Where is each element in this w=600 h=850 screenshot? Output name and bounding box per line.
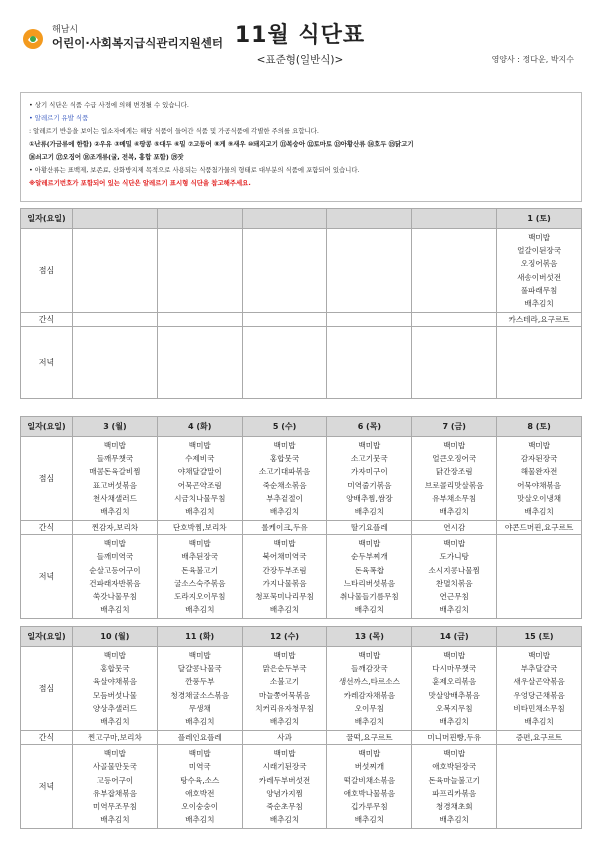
- menu-item: 백미밥: [443, 749, 466, 759]
- logo-city: 해남시: [52, 25, 79, 35]
- week-1-lunch-row: [21, 229, 582, 313]
- menu-item: 얼갈이된장국: [517, 246, 562, 256]
- snack-cell: 꿀떡,요구르트: [327, 731, 412, 745]
- menu-item: 취나물들기름무침: [340, 592, 399, 602]
- week-1-snack-row: [21, 313, 582, 327]
- meal-cell: [242, 437, 327, 521]
- menu-item: 시금치나물무침: [174, 493, 226, 503]
- menu-item: 양배추찜,쌈장: [346, 493, 393, 503]
- menu-item: 백미밥: [188, 651, 211, 660]
- menu-item: 애호박전: [185, 788, 215, 798]
- menu-item: 들깨미역국: [96, 552, 134, 562]
- menu-item: 백미밥: [273, 749, 296, 759]
- logo-name: 어린이·사회복지급식관리지원센터: [52, 36, 224, 50]
- day-cell: 7 (금): [412, 417, 497, 437]
- menu-item: 수제비국: [185, 454, 215, 464]
- day-cell: 8 (토): [497, 417, 582, 437]
- meal-cell: [412, 327, 497, 399]
- page-subtitle: <표준형(일반식)>: [256, 54, 344, 66]
- menu-item: 도가니탕: [439, 552, 469, 562]
- menu-item: 굴소스숙주볶음: [174, 578, 226, 588]
- menu-item: 천사채샐러드: [92, 493, 137, 503]
- snack-cell: 증편,요구르트: [497, 731, 582, 745]
- meal-cell: [497, 745, 582, 829]
- meal-cell: [157, 535, 242, 619]
- day-cell: 12 (수): [242, 627, 327, 647]
- menu-item: 배추김치: [439, 605, 469, 615]
- day-cell: 14 (금): [412, 627, 497, 647]
- menu-item: 백미밥: [443, 539, 466, 549]
- week-2-dinner-row: [21, 535, 582, 619]
- menu-item: 배추김치: [100, 507, 130, 517]
- menu-item: 오이숭숭이: [181, 802, 219, 812]
- menu-item: 백미밥: [273, 441, 296, 450]
- menu-item: 미역줄기볶음: [347, 480, 392, 490]
- menu-item: 찬멸치볶음: [435, 578, 473, 588]
- menu-item: 청경채굴소스볶음: [170, 690, 230, 700]
- day-cell: 10 (월): [73, 627, 158, 647]
- meal-cell: [327, 229, 412, 313]
- day-cell: [412, 209, 497, 229]
- menu-item: 배추김치: [354, 605, 385, 615]
- menu-item: 깁가루무침: [351, 802, 388, 812]
- notice-line-5: ※알레르기번호가 포함되어 있는 식단은 알레르기 표시형 식단을 참고해주세요.: [29, 179, 251, 187]
- menu-item: 감자된장국: [520, 454, 558, 464]
- meal-label-snack: 간식: [21, 521, 73, 535]
- day-header-label: 일자(요일): [21, 209, 73, 229]
- menu-item: 홍합뭇국: [100, 664, 130, 674]
- menu-item: 브로콜리맛살볶음: [424, 480, 484, 490]
- menu-item: 죽순초무침: [266, 802, 303, 812]
- menu-item: 백미밥: [443, 651, 466, 660]
- menu-item: 순두부찌개: [351, 552, 388, 562]
- menu-item: 훈제오리볶음: [432, 677, 477, 687]
- meal-cell: [73, 437, 158, 521]
- meal-cell: [327, 745, 412, 829]
- meal-label-lunch: 점심: [21, 647, 73, 731]
- menu-item: 배추김치: [269, 815, 300, 825]
- meal-cell: [327, 327, 412, 399]
- menu-item: 모듬버섯나물: [92, 690, 137, 700]
- meal-cell: [73, 647, 158, 731]
- meal-label-lunch: 점심: [21, 229, 73, 313]
- snack-cell: 야콘드머핀,요구르트: [497, 521, 582, 535]
- menu-item: 비타민채소무침: [513, 703, 565, 713]
- menu-item: 미역무조무침: [92, 802, 137, 812]
- menu-item: 소고기대파볶음: [258, 467, 311, 477]
- menu-item: 북어채미역국: [262, 552, 307, 562]
- meal-cell: [242, 327, 327, 399]
- menu-item: 마늘쫑어묵볶음: [258, 690, 311, 700]
- day-header-label: 일자(요일): [21, 417, 73, 437]
- menu-item: 돈육불고기: [181, 565, 219, 575]
- menu-item: 백미밥: [443, 441, 466, 450]
- menu-item: 유부채소무침: [432, 493, 477, 503]
- menu-item: 파프리카볶음: [432, 788, 477, 798]
- meal-cell: [497, 647, 582, 731]
- week-1-dinner-row: [21, 327, 582, 399]
- day-cell: [327, 209, 412, 229]
- day-cell: 3 (월): [73, 417, 158, 437]
- menu-item: 간장두부조림: [262, 565, 307, 575]
- menu-item: 해물완자전: [520, 467, 558, 477]
- menu-item: 백미밥: [358, 441, 381, 450]
- notice-line-3: : 알레르기 반응을 보이는 입소자에게는 해당 식품이 들어간 식품 및 가공식품에 각별한 주의를 요합니다.: [29, 127, 319, 135]
- menu-item: 느타리버섯볶음: [343, 578, 396, 588]
- snack-cell: 카스테라,요구르트: [497, 313, 582, 327]
- menu-item: 백미밥: [358, 539, 381, 549]
- week-1-table: [20, 208, 582, 399]
- menu-item: 유부잡채볶음: [92, 788, 137, 798]
- menu-item: 도라지오이무침: [174, 592, 226, 602]
- menu-item: 떡갈비채소볶음: [343, 775, 396, 785]
- menu-item: 배추김치: [269, 605, 300, 615]
- snack-cell: [73, 313, 158, 327]
- snack-cell: [242, 313, 327, 327]
- menu-item: 오징어볶음: [520, 259, 558, 269]
- snack-cell: 연시감: [412, 521, 497, 535]
- menu-item: 부추겉절이: [266, 493, 303, 503]
- week-2-table: [20, 416, 582, 619]
- menu-item: 무생채: [188, 703, 211, 713]
- meal-cell: [412, 437, 497, 521]
- menu-item: 사골물만둣국: [92, 762, 137, 772]
- menu-item: 배추된장국: [181, 552, 219, 562]
- meal-label-lunch: 점심: [21, 437, 73, 521]
- menu-item: 배추김치: [354, 815, 385, 825]
- menu-item: 가자미구이: [351, 467, 388, 477]
- menu-item: 백미밥: [188, 539, 211, 549]
- menu-item: 소불고기: [269, 677, 300, 687]
- menu-item: 들깨감잣국: [351, 664, 388, 674]
- menu-item: 배추김치: [439, 815, 469, 825]
- meal-label-snack: 간식: [21, 313, 73, 327]
- menu-item: 돈육폭찹: [354, 565, 385, 575]
- menu-item: 탕수육,소스: [180, 775, 220, 785]
- meal-cell: [73, 535, 158, 619]
- notice-line-2: • 알레르기 유발 식품: [29, 114, 89, 122]
- menu-item: 배추김치: [439, 717, 469, 727]
- menu-item: 다시마무챗국: [432, 664, 477, 674]
- meal-cell: [242, 229, 327, 313]
- day-cell: 4 (화): [157, 417, 242, 437]
- meal-cell: [412, 647, 497, 731]
- day-cell: 1 (토): [497, 209, 582, 229]
- menu-item: 맛살오이냉채: [517, 493, 562, 503]
- menu-item: 배추김치: [185, 717, 215, 727]
- week-3-table: [20, 626, 582, 829]
- meal-cell: [73, 327, 158, 399]
- menu-item: 닭간장조림: [435, 467, 473, 477]
- week-3-dinner-row: [21, 745, 582, 829]
- day-cell: 11 (화): [157, 627, 242, 647]
- menu-item: 새송이버섯전: [517, 272, 562, 282]
- menu-item: 백미밥: [358, 651, 381, 660]
- meal-label-dinner: 저녁: [21, 327, 73, 399]
- page-title: 11월 식단표: [234, 23, 366, 48]
- menu-item: 배추김치: [439, 507, 469, 517]
- snack-cell: 미니머핀빵,두유: [412, 731, 497, 745]
- meal-cell: [157, 229, 242, 313]
- menu-item: 연근무침: [439, 592, 469, 602]
- menu-item: 배추김치: [100, 717, 130, 727]
- week-2-lunch-row: [21, 437, 582, 521]
- menu-item: 생선까스,타르소스: [338, 677, 400, 687]
- menu-item: 배추김치: [100, 605, 130, 615]
- meal-cell: [327, 647, 412, 731]
- menu-item: 표고버섯볶음: [92, 480, 137, 490]
- day-cell: [157, 209, 242, 229]
- meal-cell: [73, 229, 158, 313]
- day-cell: 6 (목): [327, 417, 412, 437]
- menu-item: 백미밥: [103, 749, 126, 759]
- nutritionist: 영양사 : 정다운, 박지수: [491, 55, 574, 64]
- snack-cell: 롤케이크,두유: [242, 521, 327, 535]
- meal-cell: [157, 327, 242, 399]
- menu-item: 새우살곤약볶음: [513, 677, 565, 687]
- day-cell: 5 (수): [242, 417, 327, 437]
- week-3-lunch-row: [21, 647, 582, 731]
- week-2-snack-row: [21, 521, 582, 535]
- meal-cell: [497, 437, 582, 521]
- menu-item: 배추김치: [524, 717, 554, 727]
- menu-item: 배추김치: [269, 507, 300, 517]
- meal-cell: [242, 647, 327, 731]
- meal-cell: [242, 535, 327, 619]
- menu-item: 배추김치: [354, 717, 385, 727]
- snack-cell: 플레인요플레: [157, 731, 242, 745]
- menu-item: 시래기된장국: [262, 762, 307, 772]
- menu-item: 배추김치: [269, 717, 300, 727]
- menu-item: 가지나물볶음: [262, 578, 307, 588]
- week-2-day-row: [21, 417, 582, 437]
- menu-item: 어묵야채볶음: [517, 480, 562, 490]
- notice-line-4: • 아황산류는 표백제, 보존료, 산화방지제 목적으로 사용되는 식품첨가물의 형태로 대부분의 식품에 포함되어 있습니다.: [29, 166, 360, 174]
- menu-item: 육살야채볶음: [92, 677, 137, 687]
- menu-item: 순살고등어구이: [89, 565, 141, 575]
- snack-cell: 딸기요플레: [327, 521, 412, 535]
- menu-item: 백미밥: [103, 651, 126, 660]
- menu-item: 맑은순두부국: [262, 664, 307, 674]
- menu-item: 풀파래무침: [520, 285, 558, 295]
- menu-item: 백미밥: [528, 441, 551, 450]
- menu-item: 백미밥: [273, 651, 296, 660]
- day-header-label: 일자(요일): [21, 627, 73, 647]
- menu-item: 소시지콩나물찜: [428, 565, 480, 575]
- snack-cell: 찐감자,보리차: [73, 521, 158, 535]
- menu-item: 양념가지찜: [266, 788, 303, 798]
- meal-cell: [497, 535, 582, 619]
- menu-item: 백미밥: [528, 233, 551, 242]
- menu-item: 백미밥: [103, 441, 126, 450]
- meal-cell: [73, 745, 158, 829]
- snack-cell: 단호박찜,보리차: [157, 521, 242, 535]
- notice-box: [20, 92, 582, 202]
- menu-item: 백미밥: [188, 749, 211, 759]
- day-cell: 13 (목): [327, 627, 412, 647]
- menu-item: 애호박나물볶음: [343, 788, 396, 798]
- day-cell: [242, 209, 327, 229]
- week-3-snack-row: [21, 731, 582, 745]
- meal-cell: [242, 745, 327, 829]
- menu-item: 소고기뭇국: [351, 454, 388, 464]
- menu-item: 청포묵미나리무침: [255, 592, 314, 602]
- snack-cell: [157, 313, 242, 327]
- meal-cell: [497, 327, 582, 399]
- menu-item: 애호박된장국: [432, 762, 477, 772]
- meal-cell: [327, 535, 412, 619]
- allergy-list-1: ①난류(가금류에 한함) ②우유 ③메밀 ④땅콩 ⑤대두 ⑥밀 ⑦고등어 ⑧게 ⑨새우 ⑩돼지고기 ⑪복숭아 ⑫토마토 ⑬아황산류 ⑭호두 ⑮닭고기: [29, 140, 414, 148]
- menu-item: 얼큰오징어국: [432, 454, 477, 464]
- meal-cell: [412, 535, 497, 619]
- menu-item: 돈육마늘불고기: [428, 775, 480, 785]
- snack-cell: [412, 313, 497, 327]
- menu-item: 배추김치: [354, 507, 385, 517]
- menu-item: 죽순채소볶음: [262, 480, 307, 490]
- day-cell: 15 (토): [497, 627, 582, 647]
- menu-item: 우엉당근채볶음: [513, 690, 565, 700]
- snack-cell: 찐고구마,보리차: [73, 731, 158, 745]
- menu-item: 부추달걀국: [520, 664, 558, 674]
- menu-item: 오복지무침: [435, 703, 473, 713]
- meal-label-dinner: 저녁: [21, 745, 73, 829]
- menu-item: 고등어구이: [96, 775, 134, 785]
- menu-item: 버섯찌개: [354, 762, 385, 772]
- menu-item: 홍합뭇국: [269, 454, 300, 464]
- menu-item: 맛살양배추볶음: [428, 690, 480, 700]
- menu-item: 배추김치: [524, 299, 554, 309]
- meal-cell: [412, 745, 497, 829]
- menu-item: 치커리유자청무침: [255, 703, 314, 713]
- day-cell: [73, 209, 158, 229]
- menu-item: 야채달걀말이: [177, 467, 222, 477]
- menu-item: 배추김치: [524, 507, 554, 517]
- menu-item: 매콤돈육갈비찜: [89, 467, 141, 477]
- meal-cell: [497, 229, 582, 313]
- meal-cell: [412, 229, 497, 313]
- menu-item: 배추김치: [185, 605, 215, 615]
- menu-item: 달걀콩나물국: [177, 664, 222, 674]
- menu-item: 백미밥: [188, 441, 211, 450]
- menu-item: 배추김치: [100, 815, 130, 825]
- snack-cell: 사과: [242, 731, 327, 745]
- allergy-list-2: ⑯쇠고기 ⑰오징어 ⑱조개류(굴, 전복, 홍합 포함) ⑲잣: [29, 153, 184, 161]
- menu-item: 백미밥: [358, 749, 381, 759]
- menu-item: 어묵곤약조림: [177, 480, 222, 490]
- notice-line-1: • 상기 식단은 식품 수급 사정에 의해 변경될 수 있습니다.: [29, 101, 189, 109]
- snack-cell: [327, 313, 412, 327]
- meal-cell: [327, 437, 412, 521]
- menu-item: 카레두부버섯전: [258, 775, 311, 785]
- menu-item: 청경채초회: [435, 802, 473, 812]
- meal-label-dinner: 저녁: [21, 535, 73, 619]
- menu-item: 백미밥: [103, 539, 126, 549]
- week-3-day-row: [21, 627, 582, 647]
- menu-item: 미역국: [188, 762, 211, 772]
- menu-item: 백미밥: [528, 651, 551, 660]
- meal-cell: [157, 647, 242, 731]
- meal-cell: [157, 745, 242, 829]
- menu-item: 백미밥: [273, 539, 296, 549]
- menu-item: 양상추샐러드: [92, 703, 137, 713]
- meal-cell: [157, 437, 242, 521]
- menu-item: 건파래자반볶음: [89, 578, 141, 588]
- menu-item: 배추김치: [185, 815, 215, 825]
- week-1-day-row: [21, 209, 582, 229]
- menu-item: 쑥갓나물무침: [92, 592, 137, 602]
- menu-item: 오이무침: [354, 703, 385, 713]
- meal-label-snack: 간식: [21, 731, 73, 745]
- menu-item: 들깨무챗국: [96, 454, 134, 464]
- menu-item: 카레감자채볶음: [343, 690, 396, 700]
- page-header: [0, 0, 600, 88]
- menu-item: 깐풍두부: [185, 677, 215, 687]
- menu-item: 배추김치: [185, 507, 215, 517]
